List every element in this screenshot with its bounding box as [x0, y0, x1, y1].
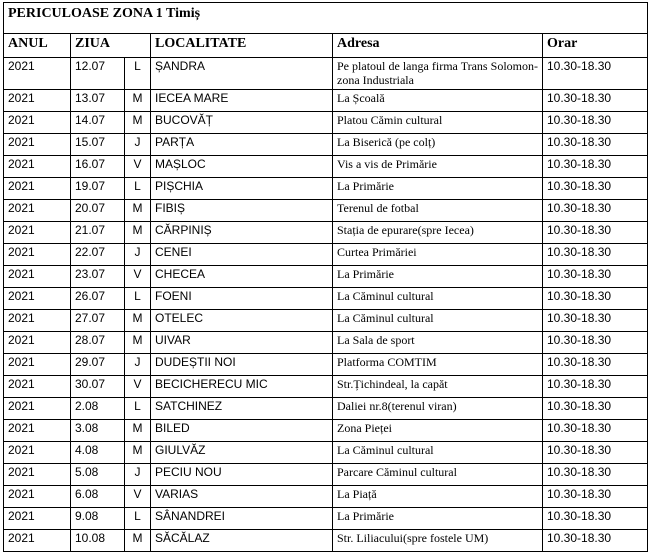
cell-weekday: L [125, 508, 151, 530]
table-row [4, 134, 648, 156]
title-row [4, 3, 648, 34]
cell-hours: 10.30-18.30 [543, 244, 648, 266]
cell-date: 3.08 [71, 420, 125, 442]
table-row [4, 200, 648, 222]
cell-year: 2021 [4, 464, 71, 486]
schedule-document [3, 2, 647, 552]
cell-date: 27.07 [71, 310, 125, 332]
table-row [4, 376, 648, 398]
cell-year: 2021 [4, 222, 71, 244]
cell-weekday: J [125, 464, 151, 486]
cell-date: 6.08 [71, 486, 125, 508]
cell-date: 10.08 [71, 530, 125, 552]
cell-year: 2021 [4, 90, 71, 112]
cell-weekday: L [125, 398, 151, 420]
cell-address: Zona Pieței [333, 420, 543, 442]
cell-address: Daliei nr.8(terenul viran) [333, 398, 543, 420]
cell-locality: BILED [151, 420, 333, 442]
cell-address: Parcare Căminul cultural [333, 464, 543, 486]
cell-weekday: L [125, 288, 151, 310]
cell-hours: 10.30-18.30 [543, 530, 648, 552]
cell-locality: MAȘLOC [151, 156, 333, 178]
cell-address: La Primărie [333, 508, 543, 530]
table-row [4, 222, 648, 244]
cell-hours: 10.30-18.30 [543, 442, 648, 464]
header-anul: ANUL [4, 34, 71, 58]
cell-locality: CHECEA [151, 266, 333, 288]
cell-date: 5.08 [71, 464, 125, 486]
table-title: PERICULOASE ZONA 1 Timiș [4, 3, 648, 34]
cell-locality: VARIAS [151, 486, 333, 508]
cell-locality: PARȚA [151, 134, 333, 156]
cell-address: Platou Cămin cultural [333, 112, 543, 134]
cell-address: La Biserică (pe colț) [333, 134, 543, 156]
cell-address: La Primărie [333, 178, 543, 200]
cell-address: Platforma COMTIM [333, 354, 543, 376]
table-row [4, 288, 648, 310]
table-row [4, 332, 648, 354]
cell-weekday: M [125, 112, 151, 134]
cell-weekday: M [125, 200, 151, 222]
cell-year: 2021 [4, 376, 71, 398]
cell-date: 12.07 [71, 58, 125, 90]
cell-weekday: V [125, 486, 151, 508]
cell-year: 2021 [4, 442, 71, 464]
cell-locality: BECICHERECU MIC [151, 376, 333, 398]
cell-date: 9.08 [71, 508, 125, 530]
table-row [4, 58, 648, 90]
cell-hours: 10.30-18.30 [543, 486, 648, 508]
cell-hours: 10.30-18.30 [543, 222, 648, 244]
cell-date: 30.07 [71, 376, 125, 398]
cell-weekday: M [125, 310, 151, 332]
cell-hours: 10.30-18.30 [543, 464, 648, 486]
cell-hours: 10.30-18.30 [543, 354, 648, 376]
cell-hours: 10.30-18.30 [543, 376, 648, 398]
cell-date: 20.07 [71, 200, 125, 222]
cell-address: La Școală [333, 90, 543, 112]
cell-hours: 10.30-18.30 [543, 90, 648, 112]
table-row [4, 156, 648, 178]
cell-year: 2021 [4, 486, 71, 508]
cell-address: Stația de epurare(spre Iecea) [333, 222, 543, 244]
cell-date: 4.08 [71, 442, 125, 464]
cell-hours: 10.30-18.30 [543, 508, 648, 530]
header-ziua: ZIUA [71, 34, 151, 58]
cell-year: 2021 [4, 332, 71, 354]
cell-date: 22.07 [71, 244, 125, 266]
cell-address: La Sala de sport [333, 332, 543, 354]
cell-address: La Căminul cultural [333, 310, 543, 332]
cell-weekday: V [125, 156, 151, 178]
cell-locality: SĂCĂLAZ [151, 530, 333, 552]
cell-hours: 10.30-18.30 [543, 266, 648, 288]
cell-weekday: L [125, 58, 151, 90]
cell-locality: CENEI [151, 244, 333, 266]
cell-hours: 10.30-18.30 [543, 156, 648, 178]
cell-year: 2021 [4, 530, 71, 552]
cell-year: 2021 [4, 58, 71, 90]
cell-weekday: L [125, 178, 151, 200]
cell-date: 14.07 [71, 112, 125, 134]
cell-address: Str.Țichindeal, la capăt [333, 376, 543, 398]
cell-date: 21.07 [71, 222, 125, 244]
cell-weekday: V [125, 266, 151, 288]
cell-date: 28.07 [71, 332, 125, 354]
header-localitate: LOCALITATE [151, 34, 333, 58]
cell-weekday: J [125, 134, 151, 156]
table-row [4, 442, 648, 464]
cell-address: La Piață [333, 486, 543, 508]
cell-address: Vis a vis de Primărie [333, 156, 543, 178]
cell-hours: 10.30-18.30 [543, 58, 648, 90]
header-row [4, 34, 648, 58]
table-row [4, 112, 648, 134]
cell-date: 29.07 [71, 354, 125, 376]
cell-address: La Căminul cultural [333, 288, 543, 310]
cell-locality: UIVAR [151, 332, 333, 354]
cell-weekday: M [125, 420, 151, 442]
cell-locality: CĂRPINIȘ [151, 222, 333, 244]
cell-locality: IECEA MARE [151, 90, 333, 112]
header-orar: Orar [543, 34, 648, 58]
table-row [4, 486, 648, 508]
cell-weekday: J [125, 244, 151, 266]
cell-date: 23.07 [71, 266, 125, 288]
cell-locality: GIULVĂZ [151, 442, 333, 464]
cell-hours: 10.30-18.30 [543, 134, 648, 156]
cell-year: 2021 [4, 178, 71, 200]
cell-address: La Căminul cultural [333, 442, 543, 464]
cell-hours: 10.30-18.30 [543, 420, 648, 442]
cell-weekday: M [125, 530, 151, 552]
cell-date: 19.07 [71, 178, 125, 200]
table-row [4, 90, 648, 112]
cell-locality: ȘANDRA [151, 58, 333, 90]
cell-weekday: M [125, 332, 151, 354]
cell-year: 2021 [4, 420, 71, 442]
cell-hours: 10.30-18.30 [543, 288, 648, 310]
cell-date: 2.08 [71, 398, 125, 420]
cell-date: 16.07 [71, 156, 125, 178]
cell-hours: 10.30-18.30 [543, 112, 648, 134]
table-row [4, 508, 648, 530]
cell-year: 2021 [4, 288, 71, 310]
cell-hours: 10.30-18.30 [543, 178, 648, 200]
cell-locality: OTELEC [151, 310, 333, 332]
cell-year: 2021 [4, 112, 71, 134]
cell-year: 2021 [4, 156, 71, 178]
cell-year: 2021 [4, 244, 71, 266]
cell-year: 2021 [4, 200, 71, 222]
table-row [4, 310, 648, 332]
cell-year: 2021 [4, 310, 71, 332]
cell-locality: FOENI [151, 288, 333, 310]
schedule-table [3, 2, 648, 552]
cell-locality: PIȘCHIA [151, 178, 333, 200]
table-row [4, 354, 648, 376]
cell-weekday: M [125, 90, 151, 112]
cell-weekday: J [125, 354, 151, 376]
cell-address: La Primărie [333, 266, 543, 288]
table-row [4, 178, 648, 200]
cell-weekday: M [125, 222, 151, 244]
cell-address: Curtea Primăriei [333, 244, 543, 266]
cell-year: 2021 [4, 134, 71, 156]
table-row [4, 420, 648, 442]
table-row [4, 464, 648, 486]
cell-address: Pe platoul de langa firma Trans Solomon-zona Industriala [333, 58, 543, 90]
cell-hours: 10.30-18.30 [543, 310, 648, 332]
cell-weekday: V [125, 376, 151, 398]
table-row [4, 398, 648, 420]
cell-address: Str. Liliacului(spre fostele UM) [333, 530, 543, 552]
cell-locality: SÂNANDREI [151, 508, 333, 530]
table-row [4, 530, 648, 552]
cell-address: Terenul de fotbal [333, 200, 543, 222]
cell-date: 13.07 [71, 90, 125, 112]
cell-weekday: M [125, 442, 151, 464]
cell-locality: DUDEȘTII NOI [151, 354, 333, 376]
cell-date: 26.07 [71, 288, 125, 310]
cell-hours: 10.30-18.30 [543, 398, 648, 420]
header-adresa: Adresa [333, 34, 543, 58]
table-row [4, 244, 648, 266]
cell-date: 15.07 [71, 134, 125, 156]
cell-year: 2021 [4, 266, 71, 288]
cell-year: 2021 [4, 398, 71, 420]
cell-locality: FIBIȘ [151, 200, 333, 222]
cell-year: 2021 [4, 508, 71, 530]
table-row [4, 266, 648, 288]
cell-hours: 10.30-18.30 [543, 200, 648, 222]
cell-locality: PECIU NOU [151, 464, 333, 486]
cell-year: 2021 [4, 354, 71, 376]
cell-locality: SATCHINEZ [151, 398, 333, 420]
cell-locality: BUCOVĂȚ [151, 112, 333, 134]
cell-hours: 10.30-18.30 [543, 332, 648, 354]
